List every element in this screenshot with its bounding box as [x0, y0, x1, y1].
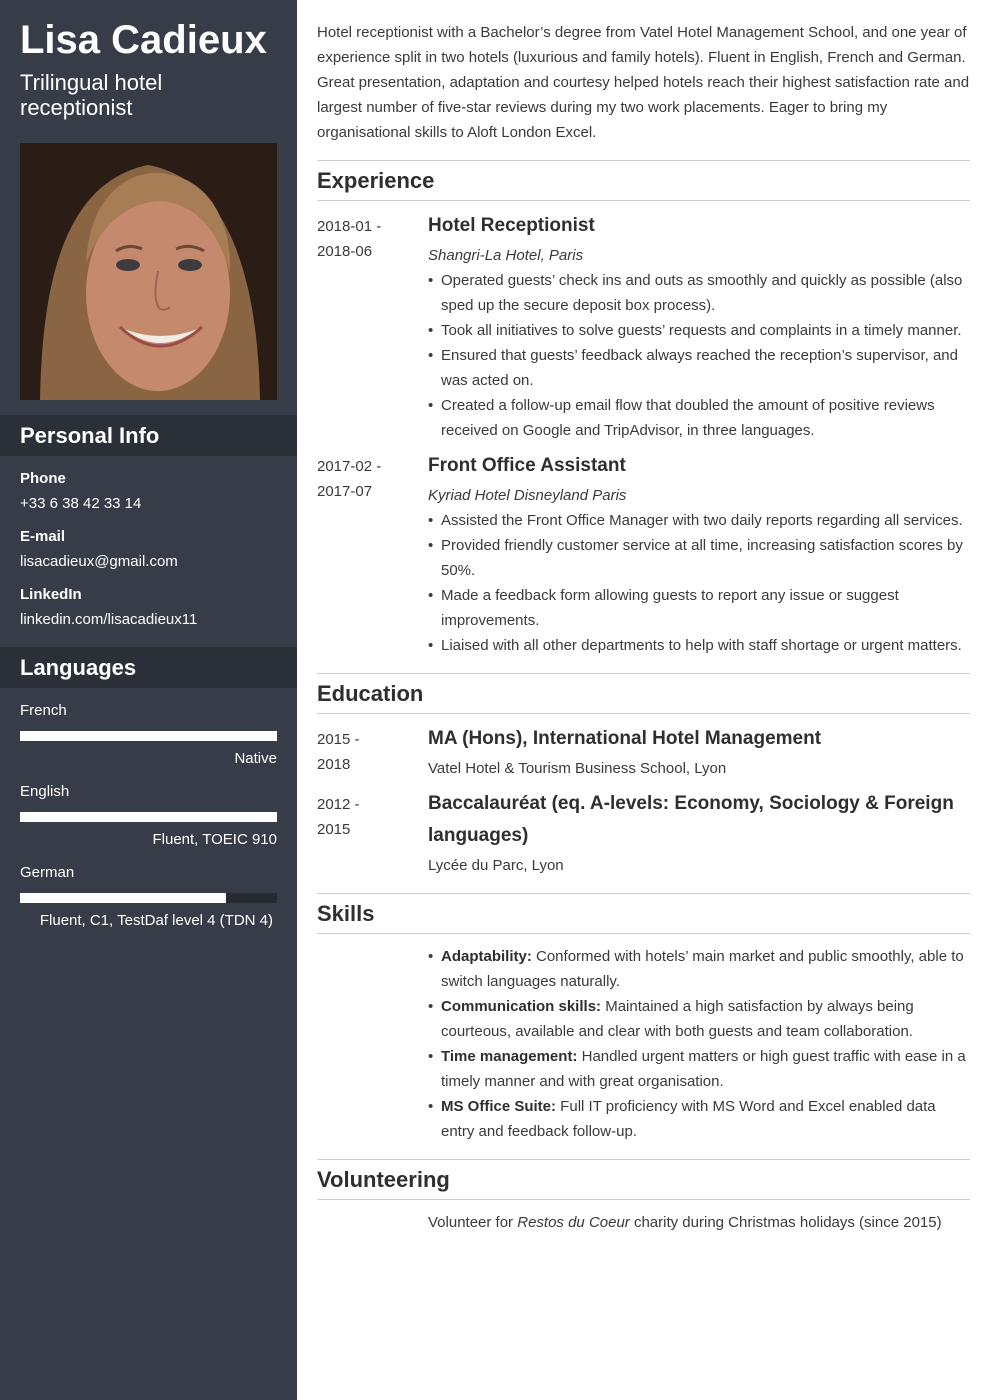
- language-level-fill: [20, 731, 277, 741]
- skill-name: MS Office Suite:: [441, 1098, 557, 1115]
- language-level-bar: [20, 731, 277, 741]
- date-end: 2018-06: [317, 243, 373, 260]
- language-level-text: Fluent, TOEIC 910: [152, 831, 277, 848]
- education-date: [317, 727, 417, 777]
- volunteering-heading: Volunteering: [317, 1159, 970, 1200]
- volunteering-text: [428, 1210, 942, 1235]
- job-title: Front Office Assistant: [428, 455, 626, 476]
- list-item: [428, 1094, 970, 1144]
- languages-heading: Languages: [0, 647, 297, 688]
- skill-description: Handled urgent matters or high guest traffic with ease in a timely manner and with great organisation.: [441, 1048, 966, 1090]
- profile-summary: Hotel receptionist with a Bachelor’s degree from Vatel Hotel Management School, and one year of experience split in two hotels (luxurious and family hotels). Fluent in English, French and German. Great presentation, adaptation and courtesy helped hotels reach their highest satisfaction rate and largest number of five-star reviews during my two work placements. Eager to bring my organisational skills to Aloft London Excel.: [317, 24, 970, 141]
- date-end: 2015: [317, 821, 351, 838]
- list-item: [428, 1044, 970, 1094]
- personal-info-heading: Personal Info: [0, 415, 297, 456]
- list-item: • Provided friendly customer service at all time, increasing satisfaction scores by 50%.: [428, 533, 970, 583]
- job-title: Hotel Receptionist: [428, 215, 595, 236]
- list-item: [428, 994, 970, 1044]
- date-start: 2012 -: [317, 796, 360, 813]
- school-name: Lycée du Parc, Lyon: [428, 857, 564, 874]
- sidebar: [0, 0, 297, 1400]
- school-name: Vatel Hotel & Tourism Business School, Lyon: [428, 760, 727, 777]
- experience-date: [317, 214, 417, 264]
- job-bullets: [428, 268, 970, 443]
- candidate-title: Trilingual hotel receptionist: [20, 70, 163, 120]
- volunteering-organisation: Restos du Coeur: [517, 1214, 630, 1231]
- phone-value[interactable]: +33 6 38 42 33 14: [20, 495, 142, 512]
- date-end: 2018: [317, 756, 351, 773]
- list-item: [428, 944, 970, 994]
- list-item: • Created a follow-up email flow that doubled the amount of positive reviews received on Google and TripAdvisor, in three languages.: [428, 393, 970, 443]
- phone-label: Phone: [20, 470, 66, 487]
- date-end: 2017-07: [317, 483, 373, 500]
- degree-title: Baccalauréat (eq. A-levels: Economy, Sociology & Foreign languages): [428, 793, 954, 846]
- candidate-name: Lisa Cadieux: [20, 18, 267, 62]
- skills-list: [428, 944, 970, 1144]
- language-level-text: Fluent, C1, TestDaf level 4 (TDN 4): [39, 912, 273, 929]
- email-label: E-mail: [20, 528, 66, 545]
- list-item: • Assisted the Front Office Manager with two daily reports regarding all services.: [428, 508, 970, 533]
- date-start: 2015 -: [317, 731, 360, 748]
- education-heading: Education: [317, 673, 970, 714]
- education-date: [317, 792, 417, 842]
- language-level-bar: [20, 812, 277, 822]
- language-name: English: [20, 783, 70, 800]
- experience-heading: Experience: [317, 160, 970, 201]
- language-name: French: [20, 702, 67, 719]
- list-item: • Liaised with all other departments to help with staff shortage or urgent matters.: [428, 633, 970, 658]
- list-item: • Made a feedback form allowing guests to report any issue or suggest improvements.: [428, 583, 970, 633]
- skill-description: Full IT proficiency with MS Word and Excel enabled data entry and feedback follow-up.: [441, 1098, 936, 1140]
- skill-description: Maintained a high satisfaction by always being courteous, available and clear with both guests and team collaboration.: [441, 998, 914, 1040]
- language-level-fill: [20, 812, 277, 822]
- list-item: • Operated guests’ check ins and outs as smoothly and quickly as possible (also sped up the secure deposit box process).: [428, 268, 970, 318]
- skill-name: Time management:: [441, 1048, 578, 1065]
- skill-name: Adaptability:: [441, 948, 532, 965]
- experience-date: [317, 454, 417, 504]
- skills-heading: Skills: [317, 893, 970, 934]
- list-item: • Took all initiatives to solve guests’ requests and complaints in a timely manner.: [428, 318, 970, 343]
- profile-photo: [20, 143, 277, 400]
- job-company: Shangri-La Hotel, Paris: [428, 247, 584, 264]
- job-bullets: [428, 508, 970, 658]
- language-level-bar: [20, 893, 277, 903]
- degree-title: MA (Hons), International Hotel Management: [428, 728, 822, 749]
- date-start: 2017-02 -: [317, 458, 382, 475]
- list-item: • Ensured that guests’ feedback always reached the reception’s supervisor, and was acted on.: [428, 343, 970, 393]
- email-value[interactable]: lisacadieux@gmail.com: [20, 553, 178, 570]
- volunteering-text-before: Volunteer for: [428, 1214, 518, 1231]
- linkedin-value[interactable]: linkedin.com/lisacadieux11: [20, 611, 198, 628]
- volunteering-text-after: charity during Christmas holidays (since 2015): [629, 1214, 942, 1231]
- language-level-text: Native: [234, 750, 277, 767]
- linkedin-label: LinkedIn: [20, 586, 82, 603]
- job-company: Kyriad Hotel Disneyland Paris: [428, 487, 627, 504]
- date-start: 2018-01 -: [317, 218, 382, 235]
- skill-description: Conformed with hotels’ main market and public smoothly, able to switch languages naturally.: [441, 948, 964, 990]
- skill-name: Communication skills:: [441, 998, 602, 1015]
- language-name: German: [20, 864, 75, 881]
- language-level-fill: [20, 893, 226, 903]
